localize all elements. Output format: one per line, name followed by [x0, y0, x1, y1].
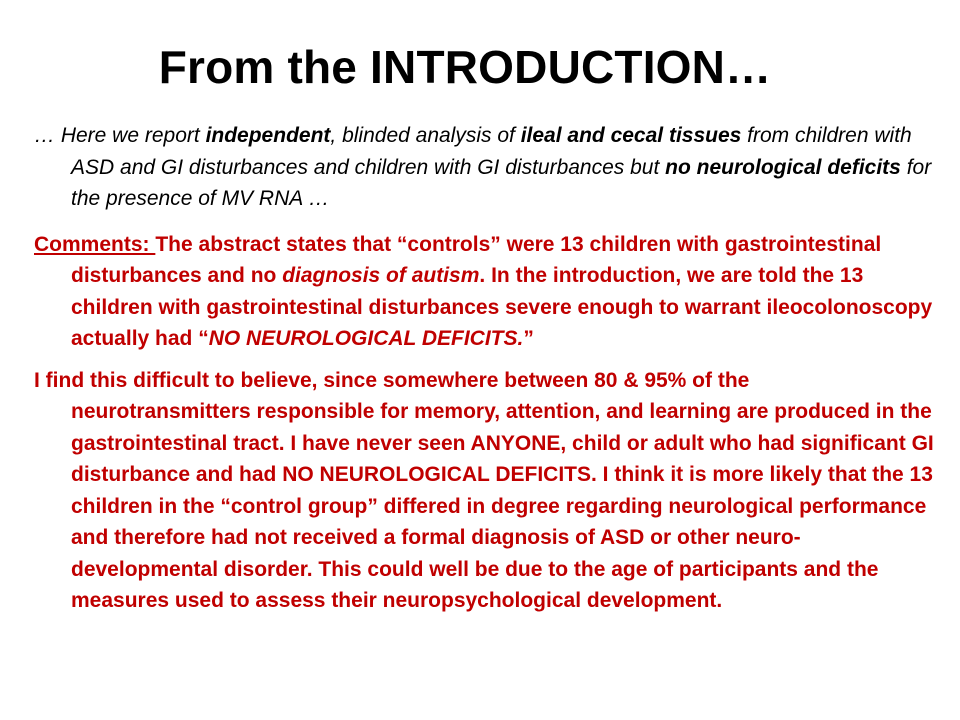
intro-text-3: from children with ASD and GI disturbances and children with GI disturbances but: [71, 124, 912, 179]
intro-text-1: … Here we report: [34, 124, 206, 147]
comments-text-2: . In the introduction, we are told the 13 children with gastrointestinal disturbances severe enough to warrant ileocolonoscopy actually had “: [71, 264, 933, 350]
intro-bold-2: ileal and cecal tissues: [520, 124, 742, 147]
comments-label: Comments:: [34, 232, 156, 256]
comments-text-1: The abstract states that “controls” were 13 children with gastrointestinal disturbances and no: [71, 232, 882, 287]
slide-title: From the INTRODUCTION…: [158, 41, 772, 93]
comments-text-3: ”: [523, 327, 534, 350]
intro-bold-3: no neurological deficits: [665, 155, 901, 179]
opinion-paragraph: I find this difficult to believe, since somewhere between 80 & 95% of the neurotransmitters responsible for memory, attention, and learning are produced in the gastrointestinal tract. I have never seen ANYONE, child or adult who had significant GI disturbance and had NO NEUROLOGICAL DEFICITS. I think it is more likely that the 13 children in the “control group” differed in degree regarding neurological performance and therefore had not received a formal diagnosis of ASD or other neuro-developmental disorder. This could well be due to the age of participants and the measures used to assess their neuropsychological development.: [34, 368, 934, 612]
comments-paragraph: [34, 229, 934, 355]
intro-text-4: for the presence of MV RNA …: [71, 155, 932, 210]
intro-text-2: , blinded analysis of: [330, 124, 521, 147]
comments-italic-2: NO NEUROLOGICAL DEFICITS.: [208, 327, 524, 350]
intro-bold-1: independent: [205, 124, 331, 147]
comments-italic-1: diagnosis of autism: [282, 264, 480, 287]
intro-quote: [34, 120, 934, 215]
slide-body: [34, 120, 934, 617]
